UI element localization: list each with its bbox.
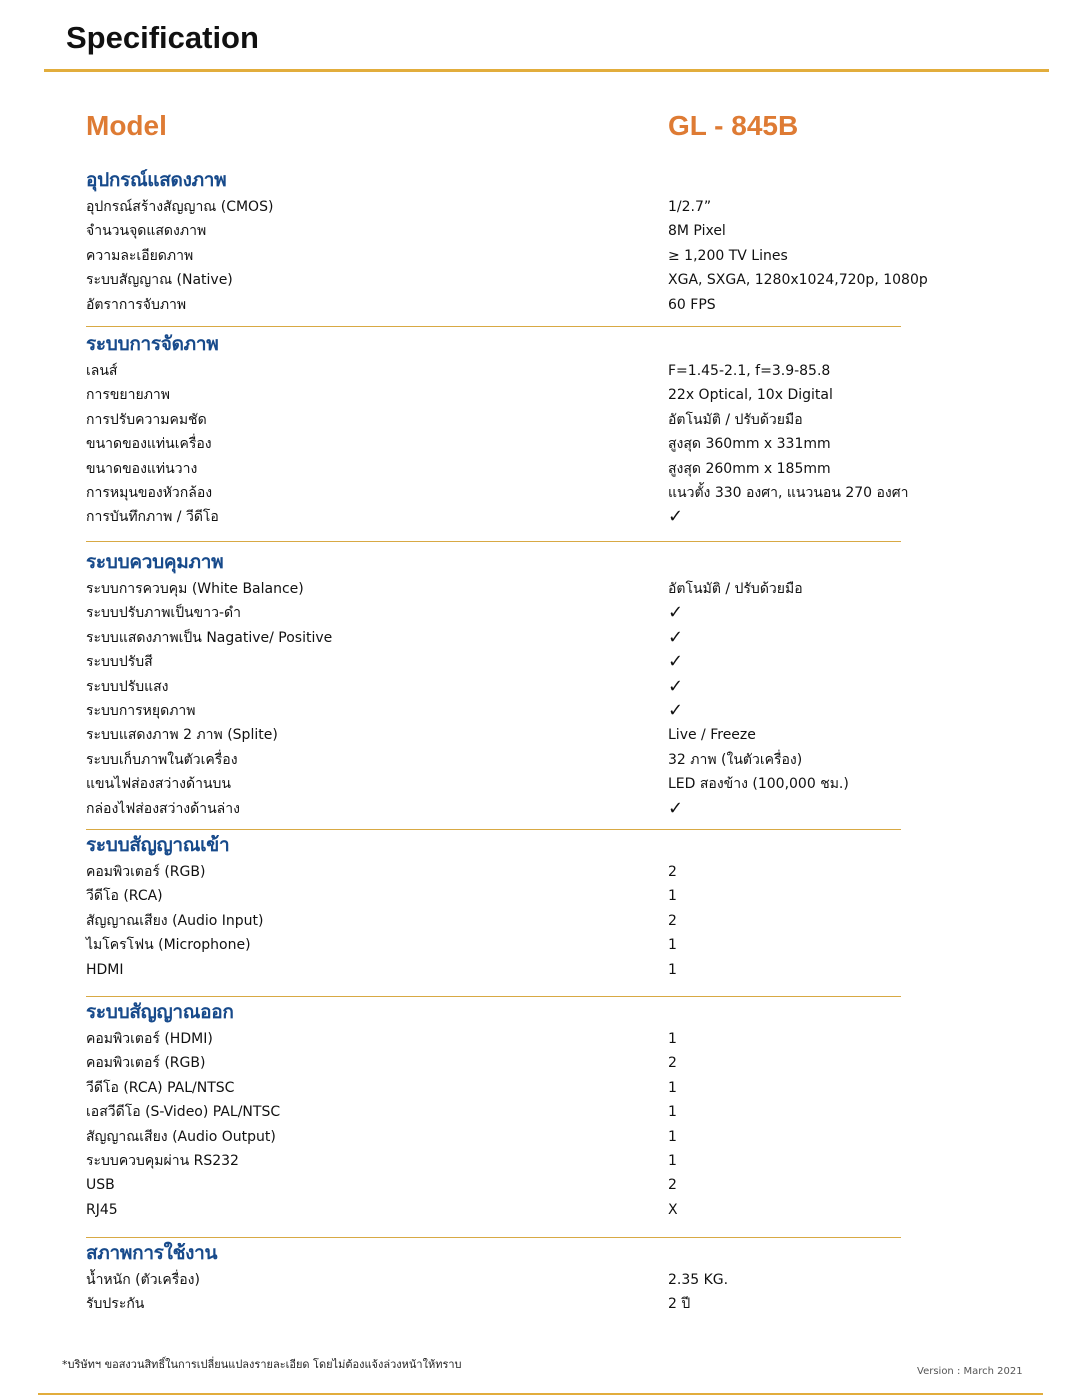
spec-value: แนวตั้ง 330 องศา, แนวนอน 270 องศา	[668, 484, 909, 501]
top-divider	[44, 69, 1049, 72]
spec-row	[86, 1292, 901, 1316]
spec-label: ความละเอียดภาพ	[86, 247, 194, 264]
spec-label: การบันทึกภาพ / วีดีโอ	[86, 509, 219, 526]
spec-section	[86, 830, 901, 982]
spec-section	[86, 165, 928, 317]
check-icon: ✓	[668, 651, 684, 673]
spec-label: ระบบการควบคุม (White Balance)	[86, 581, 304, 597]
spec-value: 2	[668, 1055, 677, 1072]
footnote: *บริษัทฯ ขอสงวนสิทธิ์ในการเปลี่ยนแปลงรายละเอียด โดยไม่ต้องแจ้งล่วงหน้าให้ทราบ	[62, 1358, 462, 1371]
spec-value: อัตโนมัติ / ปรับด้วยมือ	[668, 411, 803, 428]
model-value: GL - 845B	[668, 110, 799, 141]
spec-label: ระบบควบคุมผ่าน RS232	[86, 1152, 239, 1169]
spec-label: จำนวนจุดแสดงภาพ	[86, 223, 207, 240]
spec-label: อุปกรณ์สร้างสัญญาณ (CMOS)	[86, 199, 274, 215]
spec-row	[86, 219, 901, 243]
section-heading: ระบบควบคุมภาพ	[86, 551, 224, 573]
spec-row	[86, 268, 928, 292]
spec-label: การปรับความคมชัด	[86, 411, 207, 428]
spec-row	[86, 797, 901, 821]
spec-section	[86, 1238, 901, 1317]
spec-value: 1/2.7”	[668, 199, 712, 215]
spec-value: สูงสุด 360mm x 331mm	[668, 436, 831, 453]
spec-label: ระบบการหยุดภาพ	[86, 702, 196, 719]
check-icon: ✓	[668, 675, 684, 697]
spec-label: ระบบปรับแสง	[86, 678, 169, 695]
spec-value: 1	[668, 888, 677, 905]
spec-row	[86, 383, 901, 407]
spec-label: คอมพิวเตอร์ (HDMI)	[86, 1031, 213, 1047]
spec-label: ขนาดของแท่นเครื่อง	[86, 436, 212, 453]
spec-value: 1	[668, 1152, 677, 1169]
spec-label: คอมพิวเตอร์ (RGB)	[86, 864, 206, 880]
spec-label: วีดีโอ (RCA) PAL/NTSC	[86, 1079, 235, 1096]
spec-label: การขยายภาพ	[86, 387, 171, 404]
spec-value: 2.35 KG.	[668, 1272, 729, 1288]
spec-value: XGA, SXGA, 1280x1024,720p, 1080p	[668, 272, 928, 289]
spec-row	[86, 244, 901, 268]
spec-value: 2	[668, 864, 677, 880]
spec-label: HDMI	[86, 961, 124, 978]
spec-value: 1	[668, 1128, 677, 1145]
spec-row	[86, 1198, 901, 1222]
spec-row	[86, 481, 909, 505]
spec-value: 32 ภาพ (ในตัวเครื่อง)	[668, 751, 803, 768]
spec-row	[86, 601, 901, 625]
spec-row	[86, 505, 901, 529]
spec-row	[86, 1125, 901, 1149]
spec-row	[86, 408, 901, 432]
spec-row	[86, 293, 901, 317]
section-divider	[86, 1237, 901, 1238]
spec-row	[86, 675, 901, 699]
spec-row	[86, 359, 901, 383]
spec-label: เอสวีดีโอ (S-Video) PAL/NTSC	[86, 1104, 281, 1121]
spec-label: ระบบปรับภาพเป็นขาว-ดำ	[86, 605, 241, 622]
spec-value: F=1.45-2.1, f=3.9-85.8	[668, 363, 831, 379]
spec-value: 1	[668, 937, 677, 954]
spec-section	[86, 547, 901, 821]
spec-label: ไมโครโฟน (Microphone)	[86, 937, 251, 954]
section-heading: ระบบการจัดภาพ	[86, 333, 219, 355]
spec-row	[86, 1100, 901, 1124]
spec-label: น้ำหนัก (ตัวเครื่อง)	[86, 1272, 200, 1288]
version-label: Version : March 2021	[917, 1366, 1023, 1377]
spec-value: Live / Freeze	[668, 727, 756, 744]
spec-value: สูงสุด 260mm x 185mm	[668, 460, 831, 477]
spec-row	[86, 650, 901, 674]
spec-row	[86, 723, 901, 747]
spec-row	[86, 909, 901, 933]
spec-row	[86, 432, 901, 456]
check-icon: ✓	[668, 506, 684, 528]
spec-row	[86, 772, 901, 796]
spec-label: ระบบแสดงภาพเป็น Nagative/ Positive	[86, 629, 333, 646]
spec-row	[86, 577, 901, 601]
check-icon: ✓	[668, 626, 684, 648]
model-label: Model	[86, 110, 167, 141]
spec-row	[86, 1051, 901, 1075]
spec-value: ≥ 1,200 TV Lines	[668, 247, 788, 264]
check-icon: ✓	[668, 797, 684, 819]
spec-label: รับประกัน	[86, 1296, 145, 1313]
spec-row	[86, 933, 901, 957]
spec-row	[86, 860, 901, 884]
spec-label: ขนาดของแท่นวาง	[86, 460, 198, 477]
check-icon: ✓	[668, 699, 684, 721]
spec-label: อัตราการจับภาพ	[86, 296, 187, 313]
section-divider	[86, 326, 901, 327]
spec-section	[86, 329, 909, 530]
spec-label: สัญญาณเสียง (Audio Output)	[86, 1128, 276, 1145]
spec-value: 60 FPS	[668, 296, 716, 313]
section-heading: อุปกรณ์แสดงภาพ	[86, 169, 227, 191]
spec-value: 8M Pixel	[668, 223, 726, 240]
spec-row	[86, 958, 901, 982]
spec-value: 1	[668, 1104, 677, 1121]
spec-row	[86, 457, 901, 481]
spec-label: USB	[86, 1177, 115, 1194]
spec-row	[86, 195, 901, 219]
section-heading: ระบบสัญญาณเข้า	[86, 834, 230, 856]
spec-label: กล่องไฟส่องสว่างด้านล่าง	[86, 800, 240, 817]
spec-value: อัตโนมัติ / ปรับด้วยมือ	[668, 581, 803, 597]
section-divider	[86, 541, 901, 542]
spec-row	[86, 1149, 901, 1173]
spec-label: ระบบปรับสี	[86, 654, 153, 671]
spec-label: คอมพิวเตอร์ (RGB)	[86, 1055, 206, 1072]
section-heading: ระบบสัญญาณออก	[86, 1001, 234, 1023]
spec-label: สัญญาณเสียง (Audio Input)	[86, 912, 264, 929]
spec-value: 1	[668, 1079, 677, 1096]
spec-value: 22x Optical, 10x Digital	[668, 387, 833, 404]
spec-label: วีดีโอ (RCA)	[86, 888, 163, 905]
spec-row	[86, 1173, 901, 1197]
spec-label: การหมุนของหัวกล้อง	[86, 484, 213, 501]
spec-row	[86, 626, 901, 650]
spec-label: ระบบแสดงภาพ 2 ภาพ (Splite)	[86, 727, 278, 744]
spec-row	[86, 699, 901, 723]
spec-row	[86, 1076, 901, 1100]
spec-label: ระบบสัญญาณ (Native)	[86, 272, 233, 289]
spec-label: ระบบเก็บภาพในตัวเครื่อง	[86, 751, 238, 768]
spec-row	[86, 1027, 901, 1051]
spec-value: 1	[668, 1031, 677, 1047]
spec-label: แขนไฟส่องสว่างด้านบน	[86, 776, 231, 793]
spec-value: 2	[668, 912, 677, 929]
bottom-divider	[38, 1393, 1043, 1395]
spec-label: เลนส์	[86, 363, 118, 379]
check-icon: ✓	[668, 602, 684, 624]
spec-value: X	[668, 1201, 678, 1218]
spec-value: 2 ปี	[668, 1296, 691, 1313]
spec-section	[86, 997, 901, 1222]
spec-label: RJ45	[86, 1201, 118, 1218]
spec-row	[86, 1268, 901, 1292]
section-heading: สภาพการใช้งาน	[86, 1242, 218, 1264]
spec-row	[86, 884, 901, 908]
spec-value: LED สองข้าง (100,000 ชม.)	[668, 776, 849, 793]
spec-value: 2	[668, 1177, 677, 1194]
spec-value: 1	[668, 961, 677, 978]
page-title: Specification	[66, 20, 259, 55]
spec-row	[86, 748, 901, 772]
section-divider	[86, 996, 901, 997]
section-divider	[86, 829, 901, 830]
